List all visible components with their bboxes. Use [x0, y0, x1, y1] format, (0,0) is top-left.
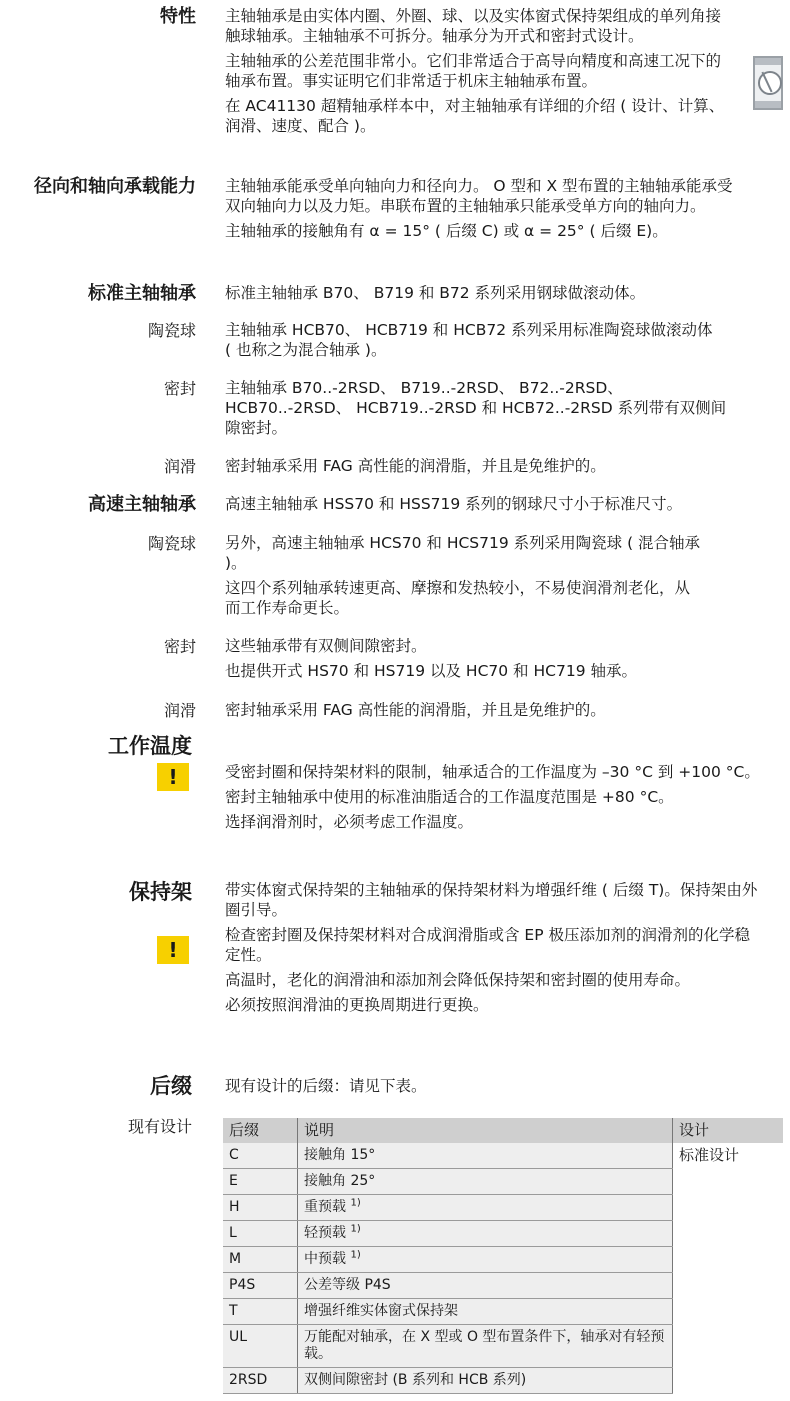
- suffix-description-text: 双侧间隙密封 (B 系列和 HCB 系列): [304, 1372, 527, 1388]
- table-row: [223, 1143, 783, 1169]
- label-suffix: 后缀: [150, 1074, 192, 1098]
- features-p1: 主轴轴承是由实体内圈、外圈、球、以及实体窗式保持架组成的单列角接触球轴承。主轴轴承不可拆分。轴承分为开式和密封式设计。: [225, 7, 722, 45]
- suffix-code: T: [223, 1299, 298, 1325]
- cage-body: [225, 880, 765, 1020]
- warning-icon: !: [157, 936, 189, 964]
- label-features: 特性: [160, 6, 196, 27]
- header-design: 设计: [673, 1118, 784, 1143]
- suffix-description: [298, 1273, 673, 1299]
- high-speed-ceramic-p2: 这四个系列轴承转速更高、摩擦和发热较小，不易使润滑剂老化，从而工作寿命更长。: [225, 579, 691, 617]
- suffix-description: [298, 1195, 673, 1221]
- suffix-description-text: 轻预载: [304, 1225, 346, 1241]
- suffix-code: M: [223, 1247, 298, 1273]
- label-high-speed: 高速主轴轴承: [88, 494, 196, 515]
- cage-p2: 检查密封圈及保持架材料对合成润滑脂或含 EP 极压添加剂的润滑剂的化学稳定性。: [225, 926, 750, 964]
- high-speed-seal-p1: 这些轴承带有双侧间隙密封。: [225, 637, 427, 655]
- footnote-marker: 1): [350, 1249, 361, 1261]
- suffix-description: [298, 1247, 673, 1273]
- suffix-code: P4S: [223, 1273, 298, 1299]
- label-temperature: 工作温度: [108, 734, 192, 758]
- suffix-table: [223, 1118, 783, 1394]
- label-high-speed-ceramic: 陶瓷球: [147, 534, 196, 553]
- suffix-code: E: [223, 1169, 298, 1195]
- temperature-p2: 密封主轴轴承中使用的标准油脂适合的工作温度范围是 +80 °C。: [225, 788, 674, 806]
- features-body: [225, 6, 735, 141]
- suffix-description-text: 万能配对轴承，在 X 型或 O 型布置条件下，轴承对有轻预载。: [304, 1329, 665, 1362]
- label-high-speed-seal: 密封: [163, 637, 196, 656]
- standard-lube: 密封轴承采用 FAG 高性能的润滑脂，并且是免维护的。: [225, 457, 606, 475]
- label-cage: 保持架: [129, 880, 192, 904]
- suffix-p1: 现有设计的后缀：请见下表。: [225, 1077, 427, 1095]
- high-speed-ceramic-p1: 另外，高速主轴轴承 HCS70 和 HCS719 系列采用陶瓷球 ( 混合轴承 )。: [225, 534, 701, 572]
- bearing-cross-section-icon: [753, 56, 783, 110]
- suffix-description: [298, 1325, 673, 1368]
- suffix-description-text: 增强纤维实体窗式保持架: [304, 1303, 458, 1319]
- suffix-code: 2RSD: [223, 1368, 298, 1394]
- table-body: [223, 1143, 783, 1394]
- cage-p3: 高温时，老化的润滑油和添加剂会降低保持架和密封圈的使用寿命。: [225, 971, 691, 989]
- suffix-description-text: 接触角 25°: [304, 1173, 376, 1189]
- high-speed-lube: 密封轴承采用 FAG 高性能的润滑脂，并且是免维护的。: [225, 701, 606, 719]
- label-standard-lube: 润滑: [163, 457, 196, 476]
- load-p1: 主轴轴承能承受单向轴向力和径向力。 O 型和 X 型布置的主轴轴承能承受双向轴向力以及力矩。串联布置的主轴轴承只能承受单方向的轴向力。: [225, 177, 733, 215]
- load-body: [225, 176, 735, 246]
- label-standard-ceramic: 陶瓷球: [147, 321, 196, 340]
- warning-icon: !: [157, 763, 189, 791]
- high-speed-ceramic-body: [225, 533, 705, 623]
- suffix-code: H: [223, 1195, 298, 1221]
- features-p3: 在 AC41130 超精轴承样本中，对主轴轴承有详细的介绍 ( 设计、计算、润滑、速度、配合 )。: [225, 97, 725, 135]
- header-description: 说明: [298, 1118, 673, 1143]
- suffix-code: UL: [223, 1325, 298, 1368]
- label-standard-seal: 密封: [163, 379, 196, 398]
- temperature-body: [225, 762, 785, 837]
- temperature-p1: 受密封圈和保持架材料的限制，轴承适合的工作温度为 –30 °C 到 +100 °C。: [225, 763, 760, 781]
- suffix-description-text: 中预载: [304, 1251, 346, 1267]
- design-value: 标准设计: [673, 1143, 784, 1394]
- features-p2: 主轴轴承的公差范围非常小。它们非常适合于高导向精度和高速工况下的轴承布置。事实证明它们非常适于机床主轴轴承布置。: [225, 52, 722, 90]
- temperature-p3: 选择润滑剂时，必须考虑工作温度。: [225, 813, 474, 831]
- header-suffix: 后缀: [223, 1118, 298, 1143]
- footnote-marker: 1): [350, 1223, 361, 1235]
- load-p2: 主轴轴承的接触角有 α = 15° ( 后缀 C) 或 α = 25° ( 后缀 E)。: [225, 222, 668, 240]
- suffix-description: [298, 1143, 673, 1169]
- suffix-description-text: 重预载: [304, 1199, 346, 1215]
- suffix-description: [298, 1368, 673, 1394]
- label-load-capacity: 径向和轴向承载能力: [34, 176, 196, 197]
- standard-ceramic: 主轴轴承 HCB70、 HCB719 和 HCB72 系列采用标准陶瓷球做滚动体 ( 也称之为混合轴承 )。: [225, 321, 713, 359]
- footnote-marker: 1): [350, 1197, 361, 1209]
- suffix-description: [298, 1169, 673, 1195]
- suffix-code: C: [223, 1143, 298, 1169]
- suffix-description-text: 接触角 15°: [304, 1147, 376, 1163]
- suffix-code: L: [223, 1221, 298, 1247]
- label-available-designs: 现有设计: [127, 1117, 192, 1136]
- table-header-row: [223, 1118, 783, 1143]
- high-speed-seal-body: [225, 636, 785, 686]
- suffix-description: [298, 1221, 673, 1247]
- standard-p1: 标准主轴轴承 B70、 B719 和 B72 系列采用钢球做滚动体。: [225, 284, 646, 302]
- high-speed-seal-p2: 也提供开式 HS70 和 HS719 以及 HC70 和 HC719 轴承。: [225, 662, 637, 680]
- label-standard: 标准主轴轴承: [88, 283, 196, 304]
- cage-p4: 必须按照润滑油的更换周期进行更换。: [225, 996, 489, 1014]
- label-high-speed-lube: 润滑: [163, 701, 196, 720]
- suffix-description: [298, 1299, 673, 1325]
- cage-p1: 带实体窗式保持架的主轴轴承的保持架材料为增强纤维 ( 后缀 T)。保持架由外圈引导。: [225, 881, 758, 919]
- high-speed-p1: 高速主轴轴承 HSS70 和 HSS719 系列的钢球尺寸小于标准尺寸。: [225, 495, 683, 513]
- standard-seal: 主轴轴承 B70..-2RSD、 B719..-2RSD、 B72..-2RSD、HCB70..-2RSD、 HCB719..-2RSD 和 HCB72..-2RSD 系列带有双侧间隙密封。: [225, 379, 727, 437]
- suffix-description-text: 公差等级 P4S: [304, 1277, 391, 1293]
